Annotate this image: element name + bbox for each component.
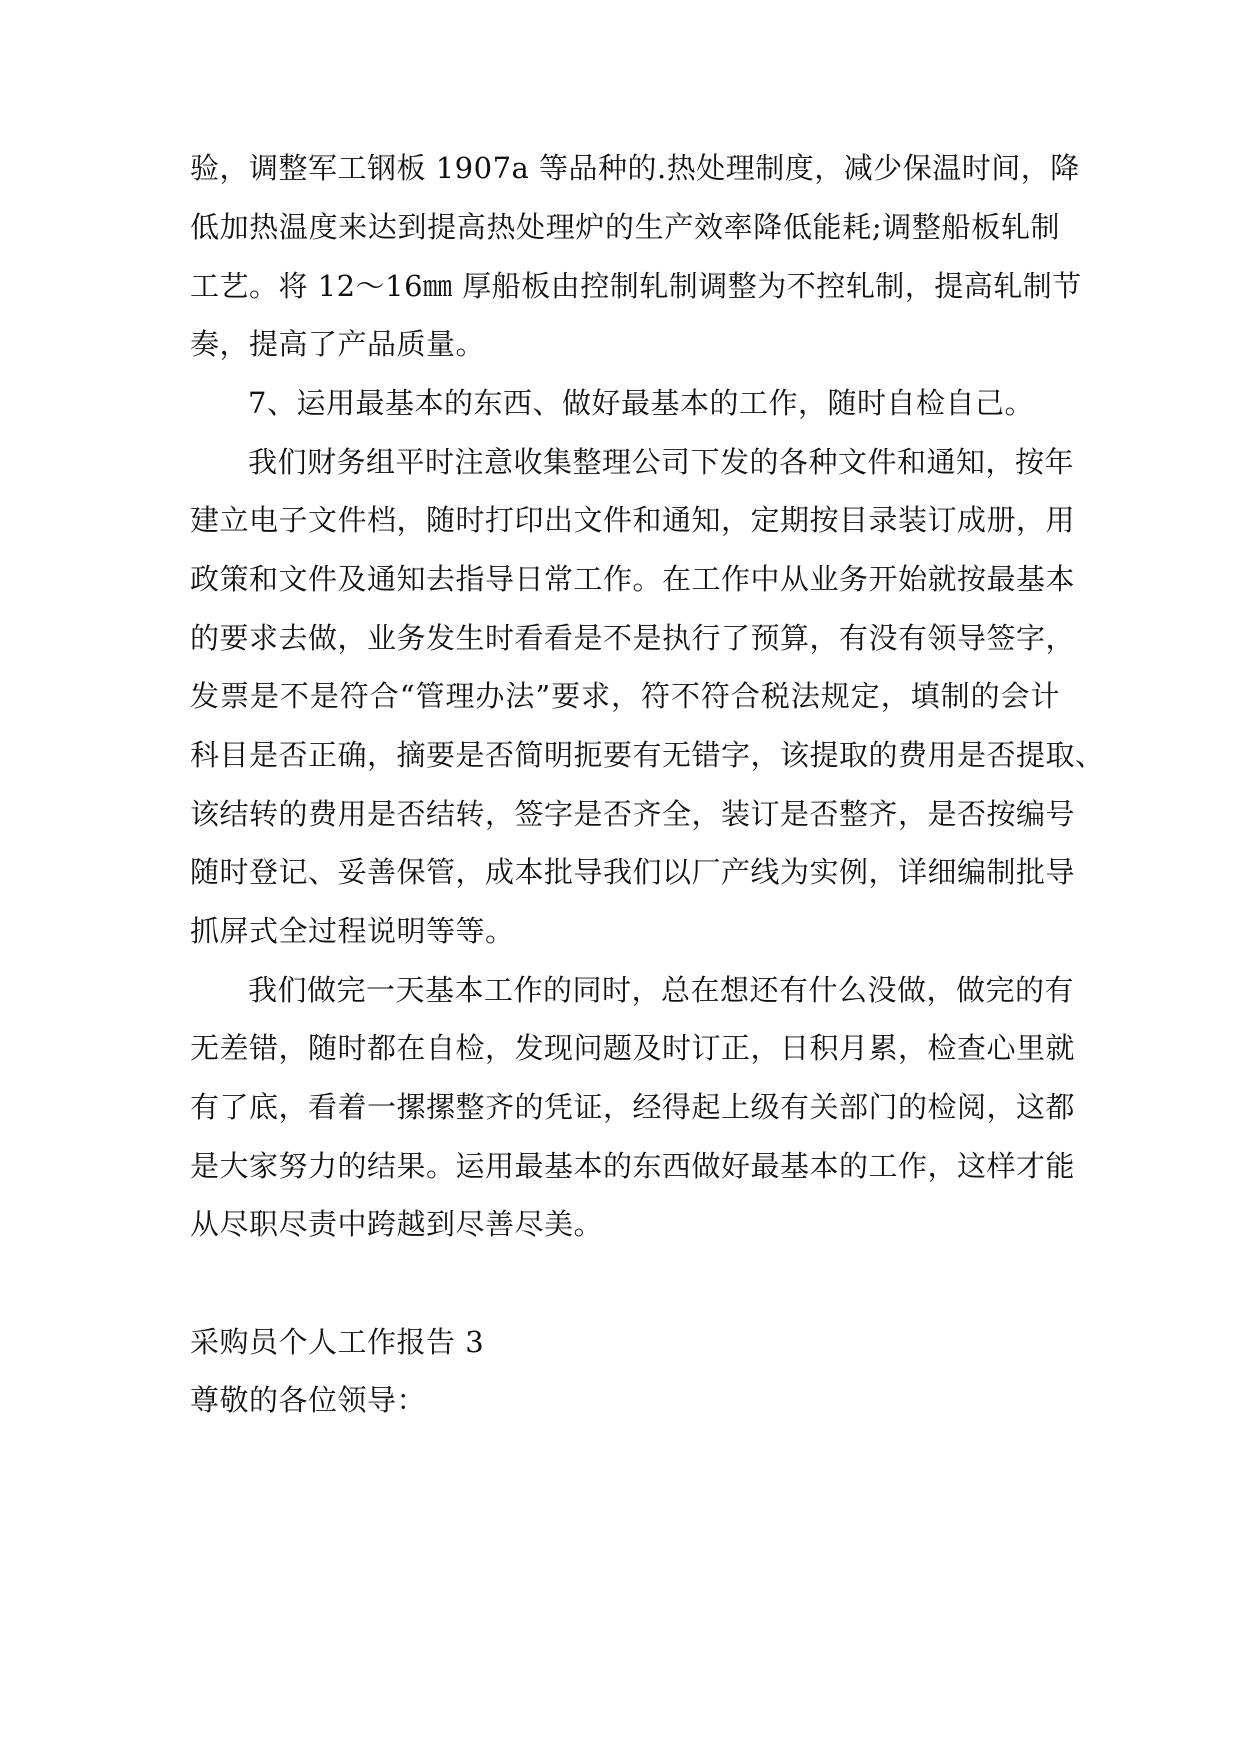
paragraph-3-line-8: 随时登记、妥善保管，成本批导我们以厂产线为实例，详细编制批导 bbox=[190, 855, 1076, 889]
paragraph-1-line-1: 验，调整军工钢板 1907a 等品种的.热处理制度，减少保温时间，降 bbox=[190, 151, 1080, 185]
paragraph-3-line-5: 发票是不是符合“管理办法”要求，符不符合税法规定，填制的会计 bbox=[190, 679, 1060, 713]
paragraph-4-line-4: 是大家努力的结果。运用最基本的东西做好最基本的工作，这样才能 bbox=[190, 1149, 1076, 1183]
paragraph-4-line-1: 我们做完一天基本工作的同时，总在想还有什么没做，做完的有 bbox=[248, 973, 1075, 1007]
salutation: 尊敬的各位领导： bbox=[190, 1383, 427, 1417]
paragraph-3-line-4: 的要求去做，业务发生时看看是不是执行了预算，有没有领导签字， bbox=[190, 621, 1076, 655]
paragraph-4-line-2: 无差错，随时都在自检，发现问题及时订正，日积月累，检查心里就 bbox=[190, 1031, 1076, 1065]
paragraph-4-line-3: 有了底，看着一摞摞整齐的凭证，经得起上级有关部门的检阅，这都 bbox=[190, 1090, 1076, 1124]
paragraph-3-line-7: 该结转的费用是否结转，签字是否齐全，装订是否整齐，是否按编号 bbox=[190, 797, 1076, 831]
paragraph-3-line-1: 我们财务组平时注意收集整理公司下发的各种文件和通知，按年 bbox=[248, 445, 1075, 479]
paragraph-1-line-3: 工艺。将 12～16㎜ 厚船板由控制轧制调整为不控轧制，提高轧制节 bbox=[190, 269, 1082, 303]
paragraph-3-line-3: 政策和文件及通知去指导日常工作。在工作中从业务开始就按最基本 bbox=[190, 562, 1076, 596]
paragraph-4-line-5: 从尽职尽责中跨越到尽善尽美。 bbox=[190, 1207, 604, 1241]
section-title: 采购员个人工作报告 3 bbox=[190, 1325, 485, 1359]
paragraph-1-line-4: 奏，提高了产品质量。 bbox=[190, 327, 486, 361]
paragraph-3-line-9: 抓屏式全过程说明等等。 bbox=[190, 914, 515, 948]
paragraph-3-line-2: 建立电子文件档，随时打印出文件和通知，定期按目录装订成册，用 bbox=[190, 503, 1076, 537]
paragraph-3-line-6: 科目是否正确，摘要是否简明扼要有无错字，该提取的费用是否提取、 bbox=[190, 738, 1105, 772]
item-7-heading: 7、运用最基本的东西、做好最基本的工作，随时自检自己。 bbox=[248, 386, 1034, 420]
paragraph-1-line-2: 低加热温度来达到提高热处理炉的生产效率降低能耗;调整船板轧制 bbox=[190, 210, 1060, 244]
